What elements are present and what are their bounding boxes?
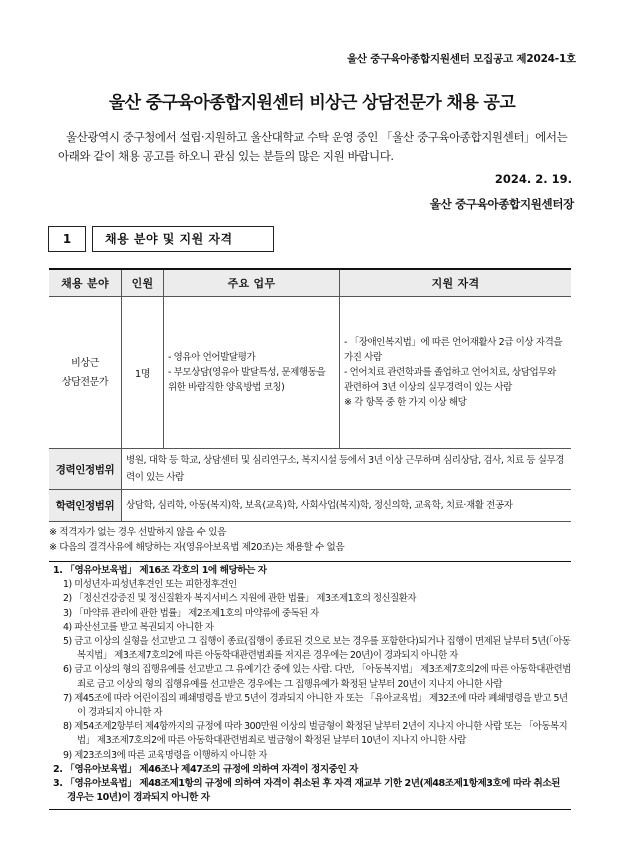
field-cell <box>49 297 122 449</box>
intro-paragraph: 울산광역시 중구청에서 설립·지원하고 울산대학교 수탁 운영 중인 「울산 중구육아종합지원센터」에서는 아래와 같이 채용 공고를 하오니 관심 있는 분들의 많은 지원 바랍니다. <box>58 130 568 163</box>
note-item: ※ 다음의 결격사유에 해당하는 자(영유아보육법 제20조)는 채용할 수 없음 <box>49 542 345 553</box>
table-header-row <box>49 269 571 297</box>
qualification-note: ※ 각 항목 중 한 가지 이상 해당 <box>344 397 467 408</box>
disq-item: 3) 「마약류 관리에 관한 법률」 제2조제1호의 마약류에 중독된 자 <box>63 607 319 619</box>
disq-item: 2) 「정신건강증진 및 정신질환자 복지서비스 지원에 관한 법률」 제3조제1호의 정신질환자 <box>63 593 416 605</box>
note-item: ※ 적격자가 없는 경우 선발하지 않을 수 있음 <box>49 527 226 538</box>
disq-item: 6) 금고 이상의 형의 집행유예를 선고받고 그 유예기간 중에 있는 사람. 다만, 「아동복지법」 제3조제7호의2에 따른 아동학대관련범죄로 금고 이상의 형의 집행유예를 선고받은 경우에는 그 집행유예가 확정된 날부터 20년이 지나지 아니한 사람 <box>63 664 571 690</box>
disq-item: 7) 제45조에 따라 어린이집의 폐쇄명령을 받고 5년이 경과되지 아니한 자 또는 「유아교육법」 제32조에 따라 폐쇄명령을 받고 5년이 경과되지 아니한 자 <box>63 692 568 719</box>
notice-date: 2024. 2. 19. <box>494 172 572 186</box>
disq-item: 8) 제54조제2항부터 제4항까지의 규정에 따라 300만원 이상의 벌금형이 확정된 날부터 2년이 지나지 아니한 사람 또는 「아동복지법」 제3조제7호의2에 따른 아동학대관련범죄로 벌금형이 확정된 날부터 10년이 지나지 아니한 사람 <box>63 721 568 747</box>
education-label: 학력인정범위 <box>49 490 122 522</box>
disq-heading-3: 3. 「영유아보육법」 제48조제1항의 규정에 의하여 자격이 취소된 후 자격 재교부 기한 2년(제48조제1항제3호에 따라 취소된 경우는 10년)이 경과되지 아니한 자 <box>53 778 560 804</box>
field-line-2: 상담전문가 <box>61 376 109 388</box>
recruitment-table <box>49 268 571 522</box>
header-duties: 주요 업무 <box>164 269 340 297</box>
disq-item: 1) 미성년자·피성년후견인 또는 피한정후견인 <box>63 579 237 591</box>
header-qualifications: 지원 자격 <box>340 269 572 297</box>
page-title: 울산 중구육아종합지원센터 비상근 상담전문가 채용 공고 <box>108 93 516 113</box>
table-row <box>49 297 571 449</box>
section-number: 1 <box>48 226 86 252</box>
qualification-item: - 언어치료 관련학과를 졸업하고 언어치료, 상담업무와 관련하여 3년 이상의 실무경력이 있는 사람 <box>344 367 556 393</box>
count-cell: 1명 <box>122 297 164 449</box>
header-count: 인원 <box>122 269 164 297</box>
notice-number: 울산 중구육아종합지원센터 모집공고 제2024-1호 <box>346 53 576 65</box>
disq-heading-2: 2. 「영유아보육법」 제46조나 제47조의 규정에 의하여 자격이 정지중인 자 <box>53 763 358 775</box>
qualification-item: - 「장애인복지법」에 따른 언어재활사 2급 이상 자격을 가진 사람 <box>344 337 563 363</box>
disq-item: 5) 금고 이상의 실형을 선고받고 그 집행이 종료(집행이 종료된 것으로 보는 경우를 포함한다)되거나 집행이 면제된 날부터 5년(「아동복지법」 제3조제7호의2에 따른 아동학대관련범죄를 저지른 경우에는 20년)이 경과되지 아니한 자 <box>63 636 571 662</box>
field-line-1: 비상근 <box>71 357 99 369</box>
duty-item: - 부모상담(영유아 발달특성, 문제행동을 위한 바람직한 양육방법 코칭) <box>168 367 326 393</box>
career-row <box>49 449 571 490</box>
qualifications-cell <box>340 297 572 449</box>
duty-item: - 영유아 언어발달평가 <box>168 352 256 363</box>
career-label: 경력인정범위 <box>49 449 122 490</box>
issuer: 울산 중구육아종합지원센터장 <box>429 197 574 211</box>
education-text: 상담학, 심리학, 아동(복지)학, 보육(교육)학, 사회사업(복지)학, 정신의학, 교육학, 치료·재활 전공자 <box>122 490 572 522</box>
header-field: 채용 분야 <box>49 269 122 297</box>
notes <box>49 525 344 555</box>
disqualification-box <box>49 561 571 810</box>
disq-item: 4) 파산선고를 받고 복권되지 아니한 자 <box>63 621 214 633</box>
duties-cell <box>164 297 340 449</box>
section-title: 채용 분야 및 지원 자격 <box>92 226 274 252</box>
career-text: 병원, 대학 등 학교, 상담센터 및 심리연구소, 복지시설 등에서 3년 이상 근무하며 심리상담, 검사, 치료 등 실무경력이 있는 사람 <box>122 449 572 490</box>
education-row <box>49 490 571 522</box>
disq-item: 9) 제23조의3에 따른 교육명령을 이행하지 아니한 자 <box>63 749 267 761</box>
disq-heading-1: 1. 「영유아보육법」 제16조 각호의 1에 해당하는 자 <box>53 565 267 576</box>
